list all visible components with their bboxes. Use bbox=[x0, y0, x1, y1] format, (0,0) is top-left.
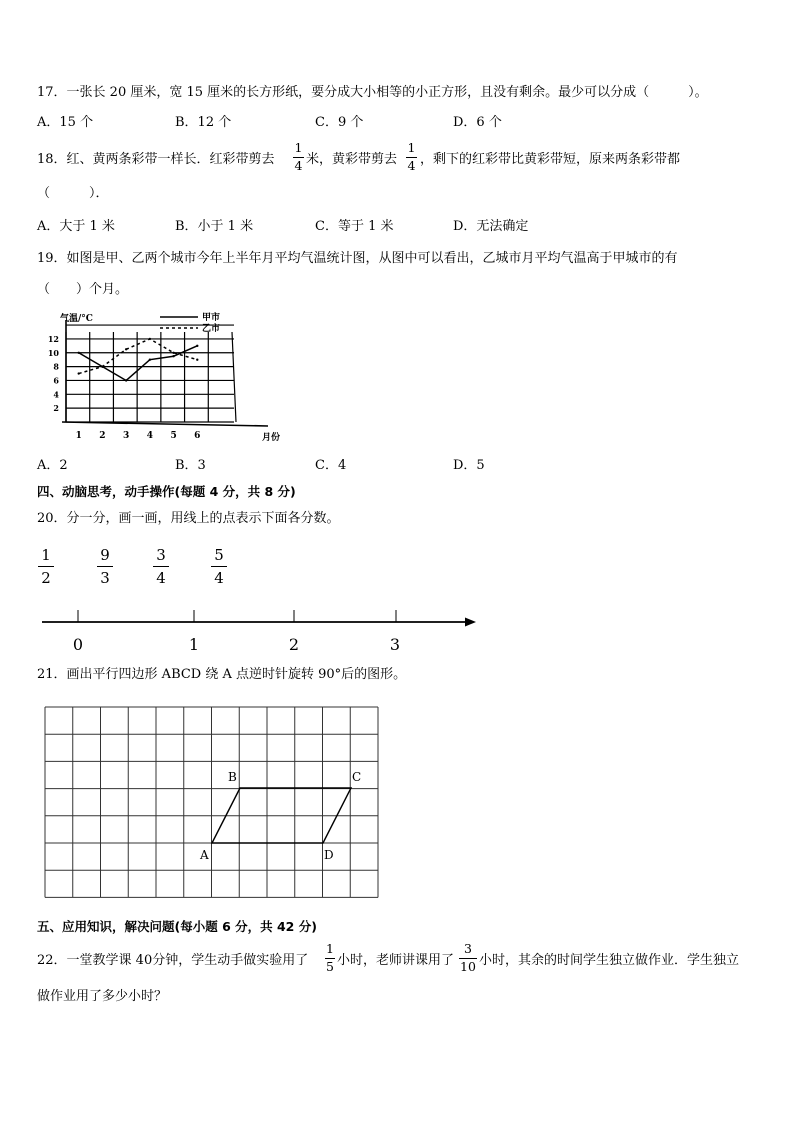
grid-lines bbox=[45, 707, 378, 897]
q18-fraction-2-denominator: 4 bbox=[407, 157, 416, 173]
chart-y-tick-label: 2 bbox=[53, 403, 59, 414]
vertex-label-c: C bbox=[352, 770, 362, 784]
q18-fraction-2 bbox=[406, 142, 417, 172]
chart-y-tick-label: 8 bbox=[53, 361, 59, 372]
chart-x-tick-label: 6 bbox=[194, 431, 201, 441]
chart-point-series-1 bbox=[172, 355, 174, 357]
chart-point-series-2 bbox=[196, 358, 198, 360]
q18-fraction-1-denominator: 4 bbox=[294, 157, 303, 173]
chart-y-tick-label: 12 bbox=[47, 333, 59, 344]
q18-option-a: A．大于 1 米 bbox=[37, 219, 115, 234]
chart-y-tick-label: 4 bbox=[53, 389, 59, 400]
q17-option-b: B．12 个 bbox=[175, 115, 232, 130]
chart-x-tick-label: 2 bbox=[99, 431, 106, 441]
chart-point-series-2 bbox=[172, 352, 174, 354]
chart-point-series-1 bbox=[78, 352, 80, 354]
q21-stem: 21．画出平行四边形 ABCD 绕 A 点逆时针旋转 90°后的图形。 bbox=[37, 667, 407, 682]
q22-fraction-1-denominator: 5 bbox=[326, 958, 334, 974]
q18-text-part3: ，剩下的红彩带比黄彩带短，原来两条彩带都 bbox=[420, 152, 681, 167]
q17-option-d: D．6 个 bbox=[453, 115, 502, 130]
chart-point-series-2 bbox=[125, 348, 127, 350]
q19-stem-line2: （ ）个月。 bbox=[37, 282, 129, 297]
chart-x-tick-label: 1 bbox=[75, 431, 82, 441]
q20-fraction-4-numerator: 5 bbox=[214, 546, 224, 564]
q22-fraction-2-numerator: 3 bbox=[464, 941, 472, 956]
section-5-title: 五、应用知识，解决问题(每小题 6 分，共 42 分) bbox=[37, 919, 317, 934]
chart-legend bbox=[160, 311, 220, 334]
chart-point-series-2 bbox=[101, 365, 103, 367]
q22-text-part2: 小时，老师讲课用了 bbox=[337, 953, 455, 968]
q22-fraction-1-numerator: 1 bbox=[326, 941, 334, 956]
drawing-grid[interactable] bbox=[38, 702, 388, 902]
q17-option-a: A．15 个 bbox=[37, 115, 94, 130]
q20-fraction-2-numerator: 9 bbox=[100, 546, 110, 564]
section-4-title: 四、动脑思考，动手操作(每题 4 分，共 8 分) bbox=[37, 484, 296, 499]
q19-option-a: A．2 bbox=[37, 458, 68, 473]
q18-text-part2: 米，黄彩带剪去 bbox=[306, 152, 398, 167]
chart-grid bbox=[62, 320, 268, 426]
q17-option-c: C．9 个 bbox=[315, 115, 364, 130]
q20-fraction-1-numerator: 1 bbox=[41, 546, 51, 564]
chart-series-line-2 bbox=[79, 339, 198, 374]
chart-x-axis bbox=[62, 422, 268, 426]
q20-fraction-2-denominator: 3 bbox=[100, 569, 110, 587]
chart-point-series-2 bbox=[149, 338, 151, 340]
q18-option-b: B．小于 1 米 bbox=[175, 219, 254, 234]
q19-option-c: C．4 bbox=[315, 458, 347, 473]
chart-x-tick-label: 3 bbox=[123, 431, 130, 441]
q22-text-part3: 小时，其余的时间学生独立做作业．学生独立 bbox=[479, 953, 740, 968]
chart-x-axis-label: 月份 bbox=[262, 433, 281, 443]
q20-fraction-4-denominator: 4 bbox=[214, 569, 224, 587]
q18-text-part1: 18．红、黄两条彩带一样长．红彩带剪去 bbox=[37, 152, 275, 167]
q17-stem: 17．一张长 20 厘米，宽 15 厘米的长方形纸，要分成大小相等的小正方形，且没有剩余。最少可以分成（ ）。 bbox=[37, 85, 708, 100]
chart-x-tick-label: 4 bbox=[146, 431, 153, 441]
chart-y-axis-label: 气温/°C bbox=[60, 314, 93, 324]
q20-fraction-3 bbox=[153, 548, 169, 586]
chart-point-series-1 bbox=[149, 358, 151, 360]
number-line[interactable] bbox=[36, 606, 486, 656]
q18-fraction-1-numerator: 1 bbox=[294, 140, 303, 155]
chart-point-series-1 bbox=[125, 379, 127, 381]
q20-fraction-3-numerator: 3 bbox=[156, 546, 166, 564]
q20-stem: 20．分一分，画一画，用线上的点表示下面各分数。 bbox=[37, 511, 340, 526]
q18-option-c: C．等于 1 米 bbox=[315, 219, 394, 234]
chart-y-tick-label: 10 bbox=[47, 347, 59, 358]
chart-legend-label-1: 甲市 bbox=[202, 313, 221, 323]
q19-option-d: D．5 bbox=[453, 458, 485, 473]
q19-option-b: B．3 bbox=[175, 458, 206, 473]
chart-point-series-1 bbox=[196, 345, 198, 347]
q20-fraction-4 bbox=[211, 548, 227, 586]
q18-fraction-1 bbox=[293, 142, 304, 172]
q22-fraction-2-denominator: 10 bbox=[460, 958, 476, 974]
q18-option-d: D．无法确定 bbox=[453, 219, 529, 234]
q18-fraction-2-numerator: 1 bbox=[407, 140, 416, 155]
q20-fraction-2 bbox=[97, 548, 113, 586]
q19-stem-line1: 19．如图是甲、乙两个城市今年上半年月平均气温统计图，从图中可以看出，乙城市月平均气温高于甲城市的有 bbox=[37, 251, 678, 266]
q20-fraction-1 bbox=[38, 548, 54, 586]
chart-series-line-1 bbox=[79, 346, 198, 381]
temperature-line-chart bbox=[36, 308, 296, 444]
chart-x-tick-label: 5 bbox=[170, 431, 177, 441]
q22-text-line2: 做作业用了多少小时？ bbox=[37, 989, 168, 1004]
chart-y-tick-label: 6 bbox=[53, 375, 59, 386]
q18-blank-line: （ ）． bbox=[37, 186, 109, 201]
number-line-label-1: 1 bbox=[188, 635, 200, 654]
q20-fraction-3-denominator: 4 bbox=[156, 569, 166, 587]
number-line-label-3: 3 bbox=[389, 635, 401, 654]
number-line-arrow-icon bbox=[465, 618, 476, 627]
q20-fraction-1-denominator: 2 bbox=[41, 569, 51, 587]
vertex-label-d: D bbox=[324, 848, 334, 862]
q22-text-part1: 22．一堂教学课 40分钟，学生动手做实验用了 bbox=[37, 953, 309, 968]
q22-fraction-2 bbox=[459, 943, 477, 973]
vertex-label-a: A bbox=[200, 848, 209, 862]
q22-fraction-1 bbox=[325, 943, 335, 973]
chart-legend-label-2: 乙市 bbox=[202, 324, 221, 334]
vertex-label-b: B bbox=[228, 770, 237, 784]
number-line-label-2: 2 bbox=[288, 635, 300, 654]
chart-series bbox=[78, 338, 199, 382]
chart-point-series-2 bbox=[78, 372, 80, 374]
number-line-label-0: 0 bbox=[72, 635, 84, 654]
